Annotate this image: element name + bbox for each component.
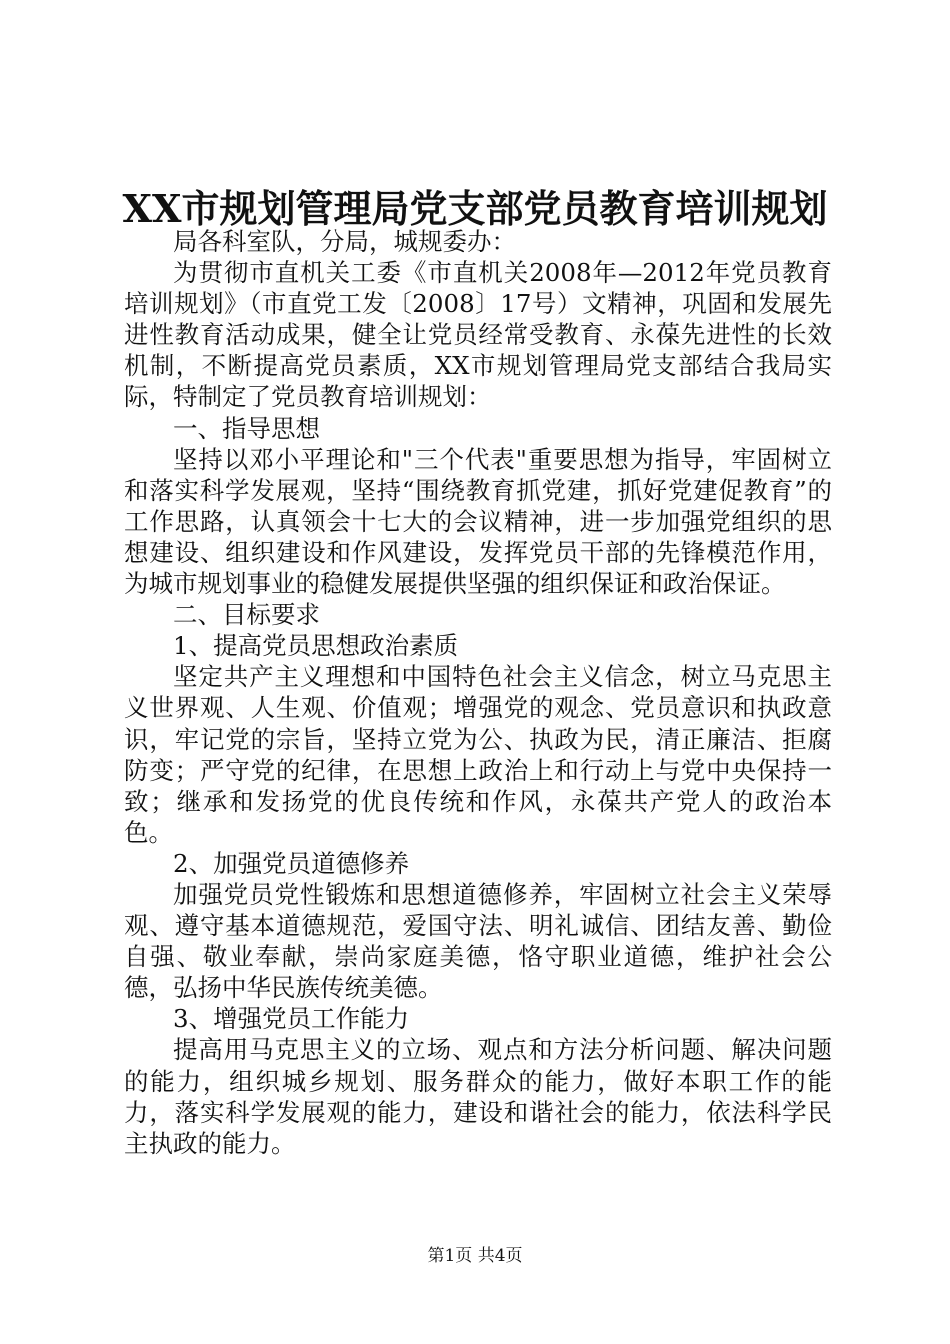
subheading-moral-cultivation: 2、加强党员道德修养 — [173, 848, 410, 878]
salutation: 局各科室队，分局，城规委办： — [173, 227, 516, 256]
section-heading-goals: 二、目标要求 — [173, 600, 320, 630]
intro-paragraph: 为贯彻市直机关工委《市直机关2008年—2012年党员教育培训规划》（市直党工发〔2008〕17号）文精神，巩固和发展先进性教育活动成果，健全让党员经常受教育、永葆先进性的长效机制，不断提高党员素质，XX市规划管理局党支部结合我局实际，特制定了党员教育培训规划： — [124, 258, 832, 412]
guiding-thought-paragraph: 坚持以邓小平理论和"三个代表"重要思想为指导，牢固树立和落实科学发展观，坚持“围绕教育抓党建，抓好党建促教育”的工作思路，认真领会十七大的会议精神，进一步加强党组织的思想建设、组织建设和作风建设，发挥党员干部的先锋模范作用，为城市规划事业的稳健发展提供坚强的组织保证和政治保证。 — [124, 444, 832, 599]
moral-cultivation-paragraph: 加强党员党性锻炼和思想道德修养，牢固树立社会主义荣辱观、遵守基本道德规范，爱国守法、明礼诚信、团结友善、勤俭自强、敬业奉献，崇尚家庭美德，恪守职业道德，维护社会公德，弘扬中华民族传统美德。 — [124, 879, 832, 1003]
section-heading-guiding-thought: 一、指导思想 — [173, 413, 320, 443]
political-quality-paragraph: 坚定共产主义理想和中国特色社会主义信念，树立马克思主义世界观、人生观、价值观；增强党的观念、党员意识和执政意识，牢记党的宗旨，坚持立党为公、执政为民，清正廉洁、拒腐防变；严守党的纪律，在思想上政治上和行动上与党中央保持一致；继承和发扬党的优良传统和作风，永葆共产党人的政治本色。 — [124, 662, 832, 847]
page-footer: 第1页 共4页 — [427, 1246, 523, 1266]
subheading-political-quality: 1、提高党员思想政治素质 — [173, 631, 459, 661]
document-body — [124, 226, 832, 1159]
work-ability-paragraph: 提高用马克思主义的立场、观点和方法分析问题、解决问题的能力，组织城乡规划、服务群众的能力，做好本职工作的能力，落实科学发展观的能力，建设和谐社会的能力，依法科学民主执政的能力。 — [124, 1035, 832, 1158]
document-title: XX市规划管理局党支部党员教育培训规划 — [122, 186, 828, 231]
subheading-work-ability: 3、增强党员工作能力 — [173, 1004, 410, 1034]
